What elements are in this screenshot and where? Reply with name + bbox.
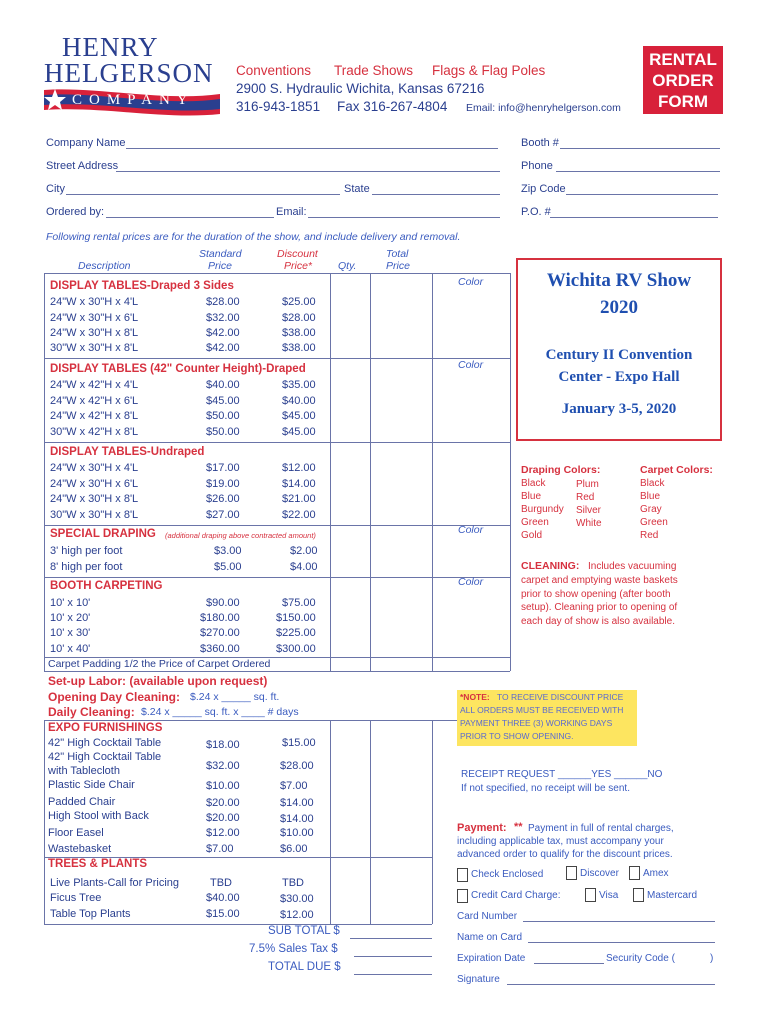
item-disc: $35.00 [282,379,316,391]
signature-label: Signature [457,974,500,985]
note-text: ALL ORDERS MUST BE RECEIVED WITH [460,705,624,715]
draping-color: Burgundy [521,504,564,515]
item-desc: 24"W x 30"H x 6'L [50,312,139,324]
item-disc: $12.00 [282,462,316,474]
item-disc: $40.00 [282,395,316,407]
item-disc: $22.00 [282,509,316,521]
address: 2900 S. Hydraulic Wichita, Kansas 67216 [236,81,485,96]
draping-color: White [576,518,602,529]
zip-label: Zip Code [521,183,566,195]
form-title-box [643,46,723,114]
item-desc: 3' high per foot [50,545,123,557]
discover-label: Discover [580,868,619,879]
section-title-expo: EXPO FURNISHINGS [48,722,163,734]
signature-field[interactable] [507,984,715,985]
email-label: Email: [276,206,307,218]
state-label: State [344,183,370,195]
cleaning-title: CLEANING: [521,560,580,572]
item-desc: 10' x 20' [50,612,91,624]
carpet-color: Green [640,517,668,528]
item-std: $40.00 [206,379,240,391]
item-disc: $12.00 [280,909,314,921]
item-std: $270.00 [200,627,240,639]
item-std: $26.00 [206,493,240,505]
item-desc: Plastic Side Chair [48,779,135,791]
item-std: $18.00 [206,739,240,751]
receipt-request[interactable]: RECEIPT REQUEST ______YES ______NO [461,769,663,780]
nav-trade-shows: Trade Shows [334,63,414,78]
item-disc: $14.00 [282,478,316,490]
section-title-undraped: DISPLAY TABLES-Undraped [50,446,205,458]
special-draping-note: (additional draping above contracted amount) [165,531,316,540]
item-disc: $7.00 [280,780,308,792]
draping-color: Green [521,517,549,528]
item-disc: $21.00 [282,493,316,505]
item-disc: $14.00 [280,797,314,809]
item-std: $28.00 [206,296,240,308]
show-info-box [516,258,722,441]
street-field[interactable] [116,171,500,172]
item-std: $50.00 [206,426,240,438]
item-std: $5.00 [214,561,242,573]
po-field[interactable] [550,217,718,218]
cleaning-text: carpet and emptying waste baskets [521,575,678,586]
item-disc: $6.00 [280,843,308,855]
carpet-padding: Carpet Padding 1/2 the Price of Carpet Ordered [48,658,271,670]
item-disc: TBD [282,877,304,889]
item-desc: Padded Chair [48,796,116,808]
form-title-form: FORM [657,92,709,111]
cleaning-text: each day of show is also available. [521,616,675,627]
item-std: $20.00 [206,797,240,809]
company-field[interactable] [126,148,498,149]
item-desc: 42" High Cocktail Table [48,751,162,763]
item-desc: 8' high per foot [50,561,123,573]
item-std: $12.00 [206,827,240,839]
state-field[interactable] [372,194,500,195]
item-std: $7.00 [206,843,234,855]
item-desc: 30"W x 30"H x 8'L [50,342,139,354]
setup-labor: Set-up Labor: (available upon request) [48,674,268,688]
draping-color: Black [521,478,546,489]
carpet-colors-title: Carpet Colors: [640,464,713,476]
item-desc: 24"W x 42"H x 6'L [50,395,139,407]
item-std: $42.00 [206,327,240,339]
col-discount-2: Price* [284,260,313,272]
item-desc: 42" High Cocktail Table [48,737,162,749]
item-desc: 24"W x 30"H x 4'L [50,462,139,474]
phone-label: Phone [521,160,553,172]
color-label: Color [458,576,484,588]
draping-color: Blue [521,491,542,502]
section-title-draped: DISPLAY TABLES-Draped 3 Sides [50,280,234,292]
item-desc: Table Top Plants [50,908,131,920]
item-std: $50.00 [206,410,240,422]
item-disc: $38.00 [282,327,316,339]
discount-note [457,690,637,746]
check-enclosed-checkbox[interactable] [457,868,468,882]
amex-label: Amex [643,868,669,879]
item-disc: $28.00 [280,760,314,772]
item-desc: 10' x 10' [50,597,91,609]
item-desc: 10' x 30' [50,627,91,639]
city-label: City [46,183,65,195]
item-desc: High Stool with Back [48,810,149,822]
subtotal-field[interactable] [350,938,432,939]
visa-checkbox[interactable] [585,888,596,902]
nav-flags: Flags & Flag Poles [432,63,546,78]
item-disc: $2.00 [290,545,318,557]
item-std: $20.00 [206,812,240,824]
fax: Fax 316-267-4804 [337,99,448,114]
item-desc: 24"W x 42"H x 8'L [50,410,139,422]
show-name: Wichita RV Show [546,270,692,291]
item-desc: 10' x 40' [50,643,91,655]
col-standard-1: Standard [199,248,242,260]
cleaning-text: Includes vacuuming [588,561,677,572]
item-disc: $45.00 [282,426,316,438]
item-desc-2: with Tablecloth [48,765,120,777]
note-text: TO RECEIVE DISCOUNT PRICE [497,692,624,702]
booth-field[interactable] [560,148,720,149]
item-desc: 24"W x 30"H x 8'L [50,327,139,339]
item-disc: $28.00 [282,312,316,324]
opening-day-field[interactable]: $.24 x _____ sq. ft. [190,691,280,703]
draping-color: Silver [576,505,602,516]
tax-label: 7.5% Sales Tax $ [249,943,338,955]
carpet-color: Gray [640,504,662,515]
item-desc: 30"W x 30"H x 8'L [50,509,139,521]
street-label: Street Address [46,160,119,172]
item-disc: $38.00 [282,342,316,354]
ordered-by-label: Ordered by: [46,206,105,218]
check-enclosed-label: Check Enclosed [471,869,544,880]
form-title-rental: RENTAL [649,50,717,69]
security-code-label: Security Code ( [606,953,675,964]
item-std: $3.00 [214,545,242,557]
logo-helgerson: HELGERSON [44,58,214,88]
draping-colors-title: Draping Colors: [521,464,601,476]
visa-label: Visa [599,890,619,901]
item-std: $17.00 [206,462,240,474]
opening-day-label: Opening Day Cleaning: [48,690,181,704]
po-label: P.O. # [521,206,551,218]
item-std: $10.00 [206,780,240,792]
payment-title: Payment: [457,822,507,834]
name-on-card-label: Name on Card [457,932,523,943]
color-label: Color [458,276,484,288]
payment-text: including applicable tax, must accompany your [457,836,664,847]
show-venue-2: Center - Expo Hall [558,369,680,385]
draping-color: Gold [521,530,543,541]
show-dates: January 3-5, 2020 [561,401,677,417]
cleaning-text: prior to show opening (after booth [521,589,671,600]
logo-henry: HENRY [62,32,159,62]
zip-field[interactable] [566,194,718,195]
item-desc: 24"W x 30"H x 6'L [50,478,139,490]
item-std: $19.00 [206,478,240,490]
draping-color: Plum [576,479,599,490]
item-disc: $15.00 [282,737,316,749]
item-desc: 24"W x 30"H x 4'L [50,296,139,308]
note-text: PAYMENT THREE (3) WORKING DAYS [460,718,613,728]
item-std: $180.00 [200,612,240,624]
expiration-label: Expiration Date [457,953,526,964]
item-disc: $25.00 [282,296,316,308]
item-std: TBD [210,877,232,889]
item-std: $32.00 [206,312,240,324]
item-disc: $4.00 [290,561,318,573]
color-label: Color [458,524,484,536]
nav-conventions: Conventions [236,63,312,78]
cleaning-text: setup). Cleaning prior to opening of [521,602,678,613]
item-std: $27.00 [206,509,240,521]
city-field[interactable] [66,194,340,195]
subtotal-label: SUB TOTAL $ [268,925,340,937]
item-std: $40.00 [206,892,240,904]
item-std: $45.00 [206,395,240,407]
phone: 316-943-1851 [236,99,321,114]
show-year: 2020 [600,297,638,318]
col-discount-1: Discount [277,248,318,260]
total-due-label: TOTAL DUE $ [268,961,341,973]
email: Email: info@henryhelgerson.com [466,102,621,114]
logo-company: COMPANY [72,92,195,108]
section-title-trees: TREES & PLANTS [48,858,148,870]
item-desc: Ficus Tree [50,892,102,904]
item-std: $90.00 [206,597,240,609]
total-due-field[interactable] [354,974,432,975]
payment-text: advanced order to qualify for the discount prices. [457,849,673,860]
form-title-order: ORDER [652,71,714,90]
note-star: *NOTE: [460,692,490,702]
item-desc: 24"W x 42"H x 4'L [50,379,139,391]
item-desc: Floor Easel [48,827,104,839]
color-label: Color [458,359,484,371]
section-title-carpeting: BOOTH CARPETING [50,580,163,592]
item-disc: $150.00 [276,612,316,624]
mastercard-label: Mastercard [647,890,698,901]
section-title-special-draping: SPECIAL DRAPING [50,528,156,540]
daily-cleaning-field[interactable]: $.24 x _____ sq. ft. x ____ # days [141,706,299,718]
item-disc: $45.00 [282,410,316,422]
tax-field[interactable] [354,956,432,957]
company-label: Company Name [46,137,126,149]
credit-card-label: Credit Card Charge: [471,890,561,901]
note-text: PRIOR TO SHOW OPENING. [460,731,574,741]
item-disc: $30.00 [280,893,314,905]
carpet-color: Black [640,478,665,489]
payment-text: Payment in full of rental charges, [528,823,674,834]
expiration-field[interactable] [534,963,604,964]
amex-checkbox[interactable] [629,866,640,880]
discover-checkbox[interactable] [566,866,577,880]
payment-star: ** [514,821,523,833]
section-title-counter: DISPLAY TABLES (42" Counter Height)-Draped [50,363,306,375]
phone-field[interactable] [556,171,720,172]
draping-color: Red [576,492,595,503]
item-desc: 30"W x 42"H x 8'L [50,426,139,438]
col-standard-2: Price [208,260,232,272]
credit-card-checkbox[interactable] [457,889,468,903]
col-qty: Qty. [338,260,357,272]
carpet-color: Blue [640,491,661,502]
item-std: $15.00 [206,908,240,920]
col-total-1: Total [386,248,409,260]
daily-cleaning-label: Daily Cleaning: [48,705,135,719]
name-on-card-field[interactable] [528,942,715,943]
item-disc: $14.00 [280,813,314,825]
show-venue-1: Century II Convention [545,347,693,363]
item-disc: $10.00 [280,827,314,839]
col-total-2: Price [386,260,410,272]
card-number-field[interactable] [523,921,715,922]
item-std: $32.00 [206,760,240,772]
item-disc: $75.00 [282,597,316,609]
security-code-close: ) [710,953,714,964]
item-desc: 24"W x 30"H x 8'L [50,493,139,505]
email-field[interactable] [308,217,500,218]
item-desc: Live Plants-Call for Pricing [50,877,179,889]
intro-text: Following rental prices are for the duration of the show, and include delivery and removal. [46,231,461,243]
mastercard-checkbox[interactable] [633,888,644,902]
item-std: $42.00 [206,342,240,354]
ordered-by-field[interactable] [106,217,274,218]
card-number-label: Card Number [457,911,518,922]
item-std: $360.00 [200,643,240,655]
item-disc: $225.00 [276,627,316,639]
item-disc: $300.00 [276,643,316,655]
item-desc: Wastebasket [48,843,112,855]
booth-label: Booth # [521,137,559,149]
receipt-note: If not specified, no receipt will be sent. [461,783,630,794]
carpet-color: Red [640,530,659,541]
col-description: Description [78,260,131,272]
